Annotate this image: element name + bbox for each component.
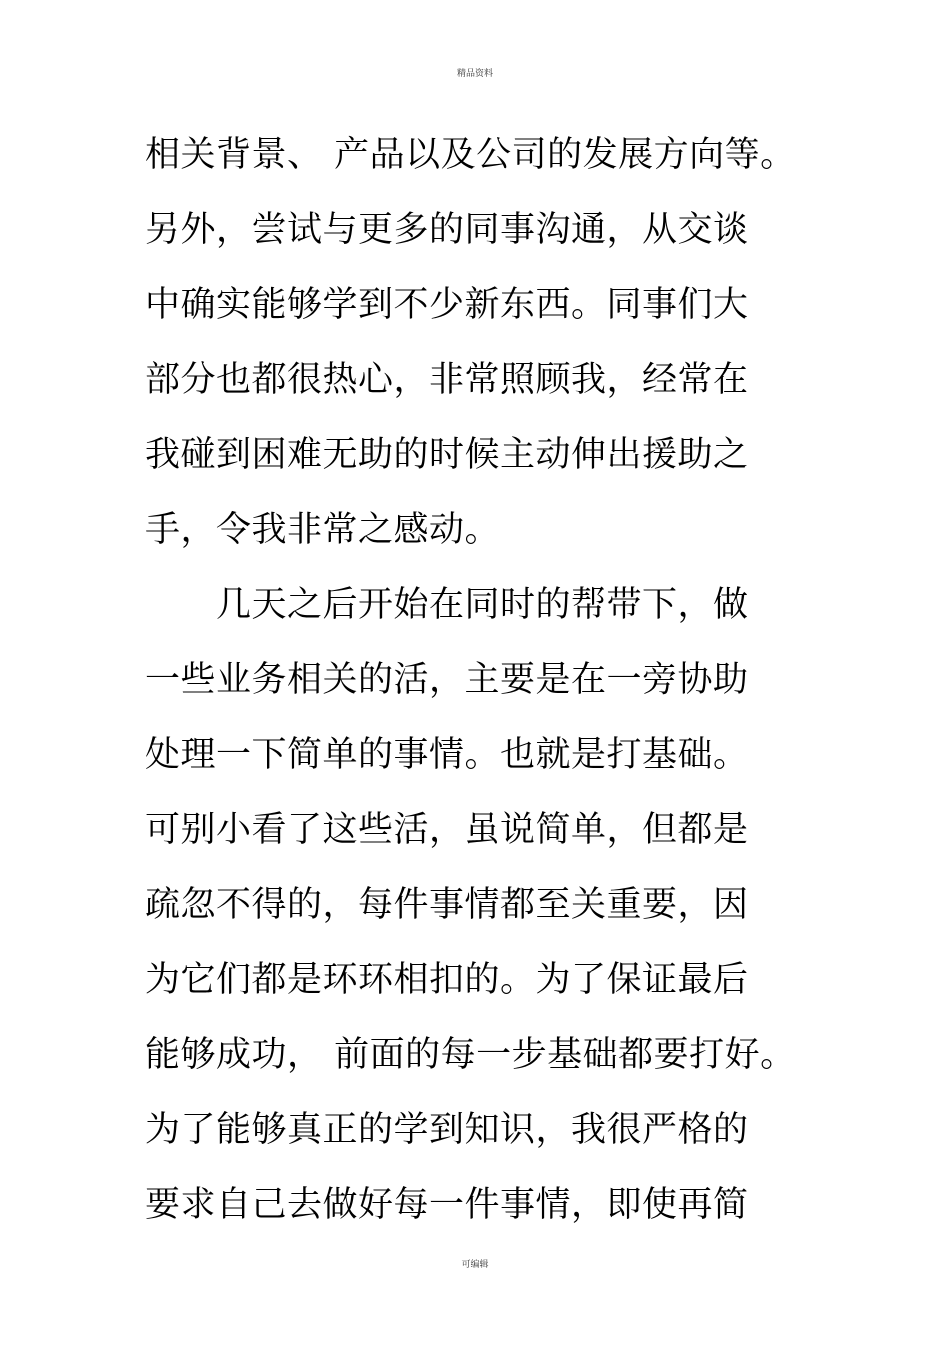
text-line: 中确实能够学到不少新东西。同事们大 [145, 285, 749, 325]
text-line: 我碰到困难无助的时候主动伸出援助之 [145, 435, 749, 475]
text-line: 部分也都很热心，非常照顾我，经常在 [145, 360, 749, 400]
text-line: 可别小看了这些活，虽说简单，但都是 [145, 810, 749, 850]
text-line: 疏忽不得的，每件事情都至关重要，因 [145, 885, 749, 925]
text-line: 另外，尝试与更多的同事沟通，从交谈 [145, 210, 749, 250]
text-line: 手，令我非常之感动。 [145, 510, 501, 550]
text-line: 处理一下简单的事情。也就是打基础。 [145, 735, 749, 775]
text-line: 为它们都是环环相扣的。为了保证最后 [145, 960, 749, 1000]
page-header: 精品资料 [456, 69, 493, 79]
text-line: 几天之后开始在同时的帮带下，做 [145, 585, 749, 625]
page-footer: 可编辑 [461, 1260, 489, 1270]
text-line: 一些业务相关的活，主要是在一旁协助 [145, 660, 749, 700]
text-line: 相关背景、 产品以及公司的发展方向等。 [145, 135, 796, 175]
text-line: 要求自己去做好每一件事情，即使再简 [145, 1185, 749, 1225]
text-line: 为了能够真正的学到知识，我很严格的 [145, 1110, 749, 1150]
text-line: 能够成功， 前面的每一步基础都要打好。 [145, 1035, 796, 1075]
